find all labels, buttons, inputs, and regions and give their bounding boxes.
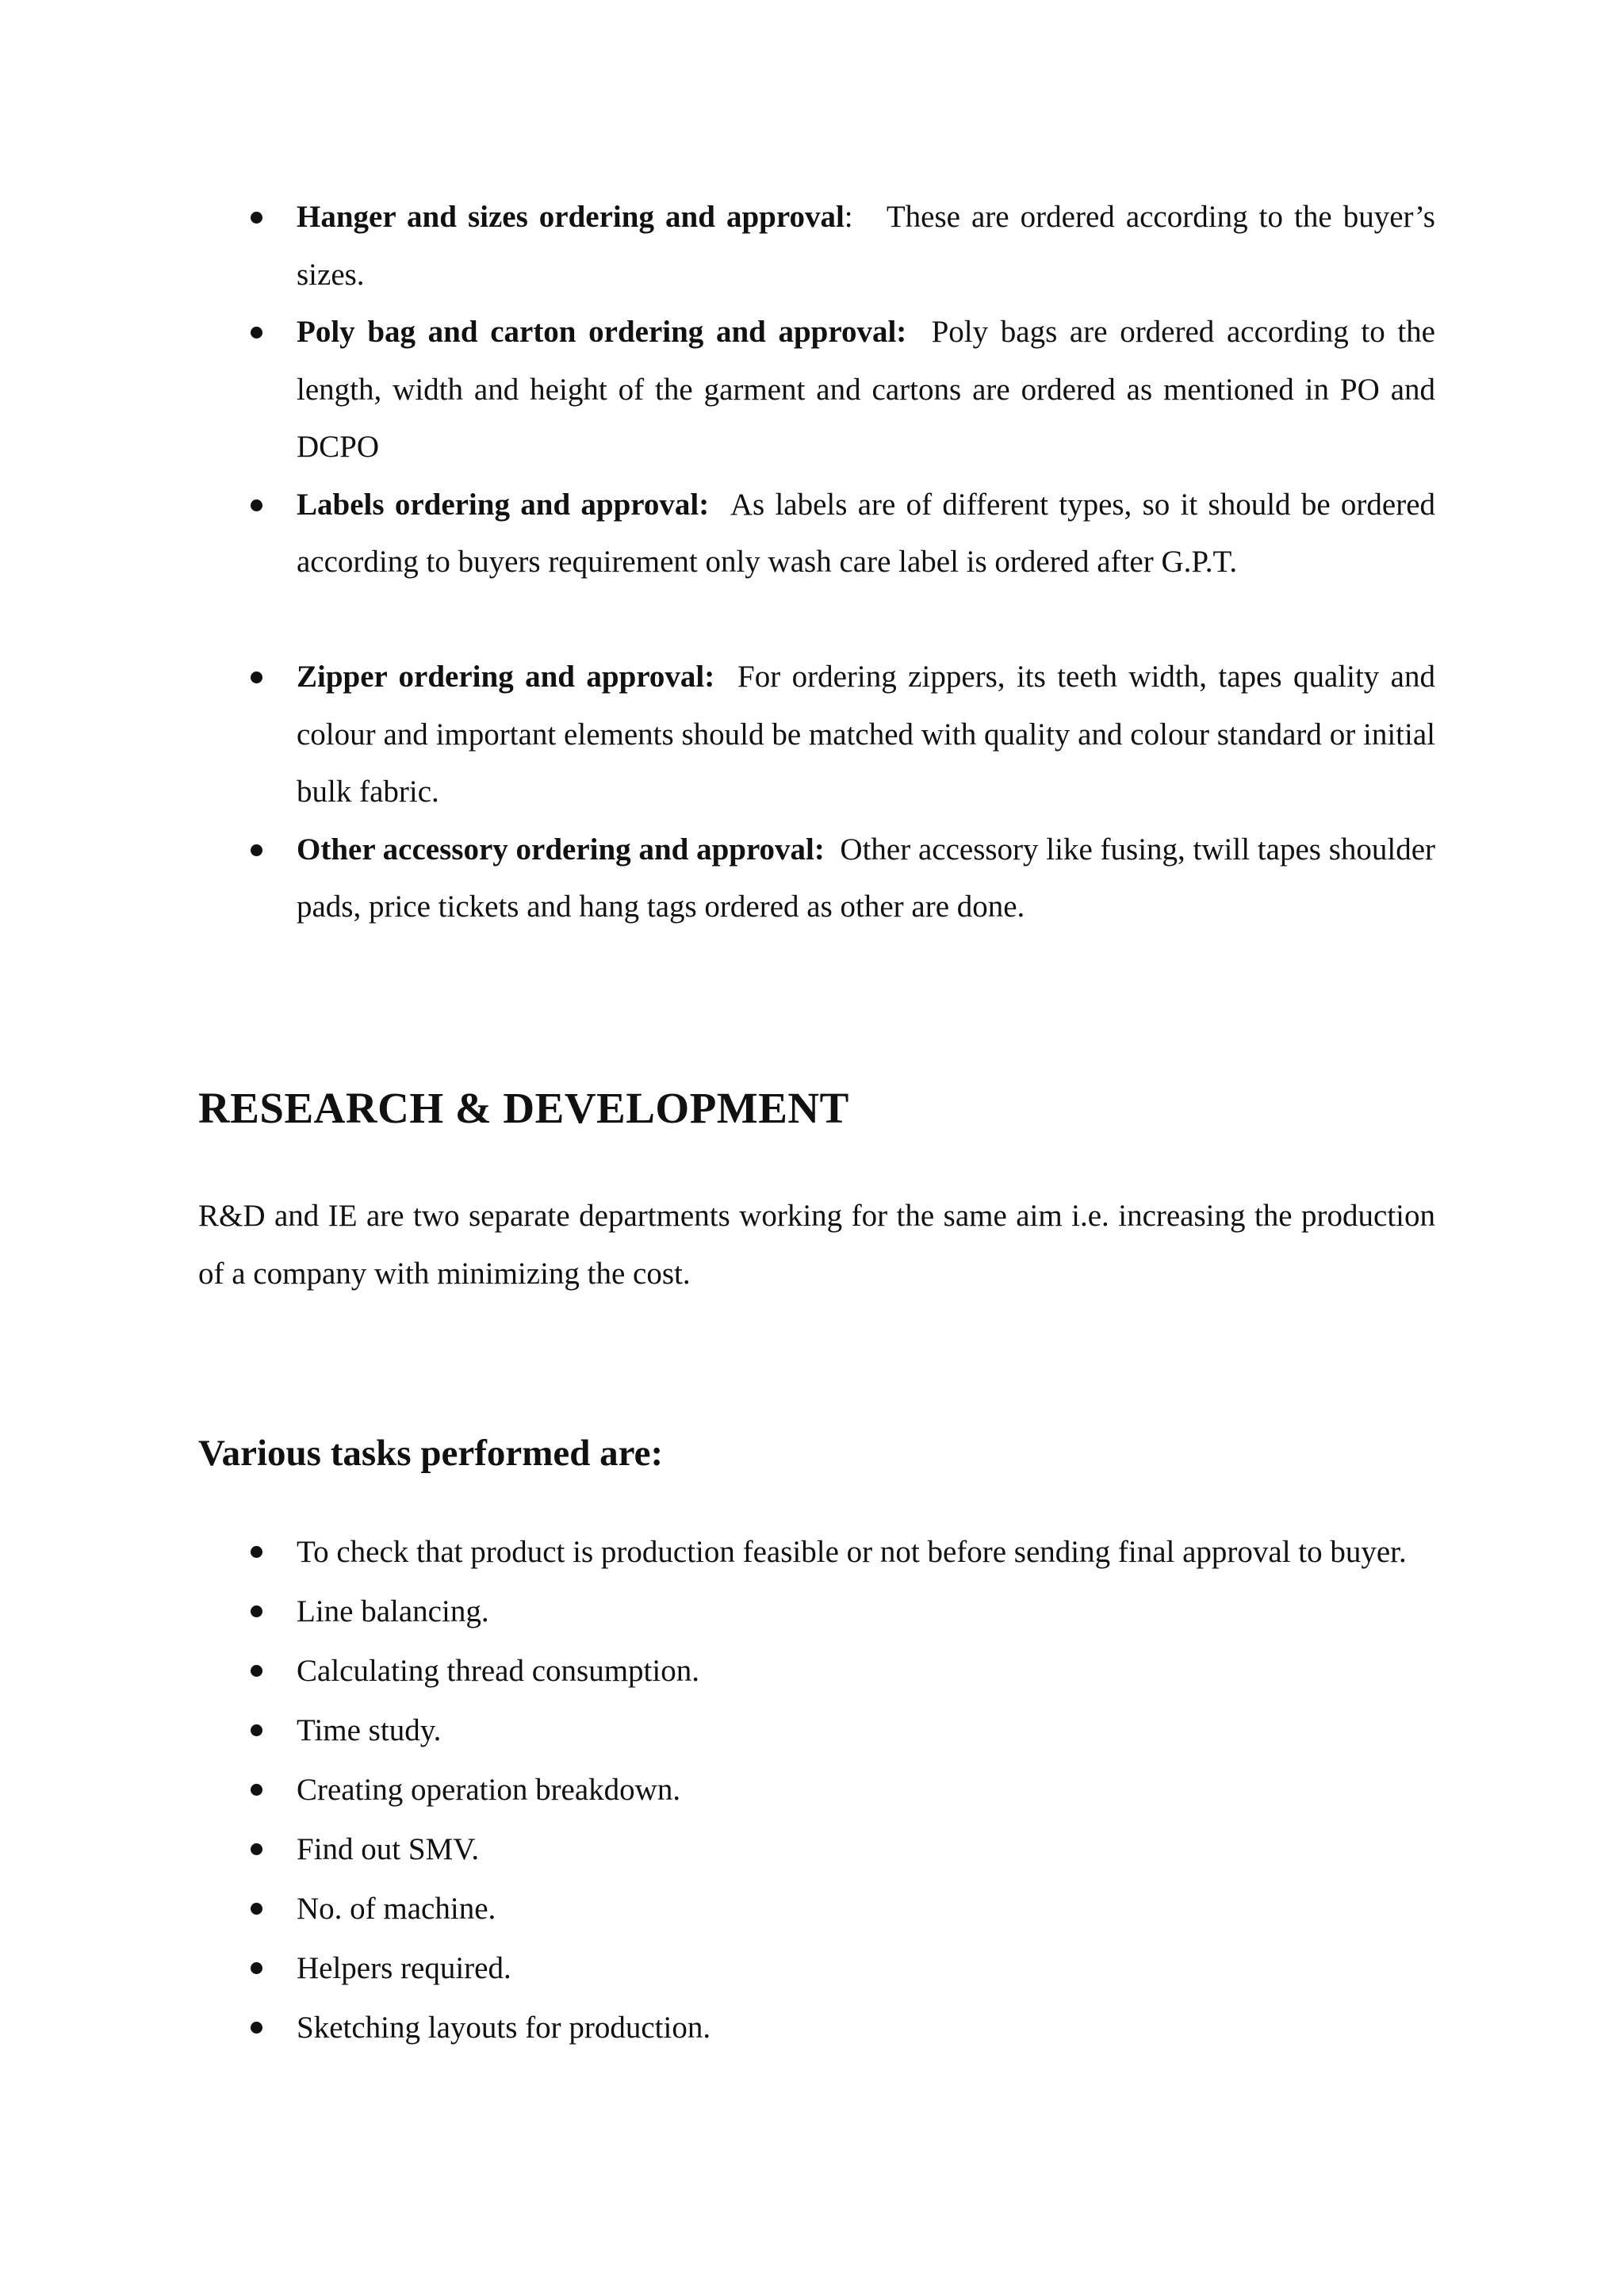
list-item — [198, 304, 1435, 476]
bullet-icon — [251, 1546, 262, 1558]
list-item-text: These are ordered according to the buyer’s sizes. — [297, 200, 1435, 292]
list-item-term: Poly bag and carton ordering and approval: — [297, 315, 907, 349]
bullet-icon — [251, 1665, 262, 1677]
list-item — [198, 1582, 1435, 1640]
list-item-text: Calculating thread consumption. — [297, 1654, 699, 1688]
bullet-icon — [251, 1903, 262, 1915]
bullet-icon — [251, 1843, 262, 1855]
bullet-icon — [251, 499, 262, 511]
list-item — [198, 476, 1435, 591]
tasks-list — [198, 1523, 1435, 2058]
list-item-text: Sketching layouts for production. — [297, 2011, 711, 2045]
list-item-text: To check that product is production feasible or not before sending final approval to buyer. — [297, 1535, 1407, 1569]
list-item — [198, 1523, 1435, 1581]
list-item-term: Zipper ordering and approval: — [297, 660, 715, 694]
list-item-text: Helpers required. — [297, 1951, 511, 1985]
section-heading: RESEARCH & DEVELOPMENT — [198, 1084, 849, 1132]
bullet-icon — [251, 2022, 262, 2034]
list-item — [198, 1939, 1435, 1997]
list-item-text: Other accessory like fusing, twill tapes shoulder pads, price tickets and hang tags ordered as other are done. — [297, 832, 1436, 924]
list-item-separator: : — [844, 200, 853, 234]
bullet-icon — [251, 1605, 262, 1617]
bullet-icon — [251, 672, 262, 683]
list-item-text: For ordering zippers, its teeth width, tapes quality and colour and important elements should be matched with quality and colour standard or initial bulk fabric. — [297, 660, 1435, 809]
list-item — [198, 1999, 1435, 2057]
list-item-term: Other accessory ordering and approval: — [297, 832, 825, 867]
list-item-text: Poly bags are ordered according to the length, width and height of the garment and cartons are ordered as mentioned in PO and DCPO — [297, 315, 1435, 464]
list-item — [198, 1642, 1435, 1700]
accessory-ordering-list — [198, 189, 1435, 936]
list-item — [198, 649, 1435, 821]
list-item — [198, 1761, 1435, 1819]
bullet-icon — [251, 1962, 262, 1974]
bullet-icon — [251, 212, 262, 224]
list-item-text: No. of machine. — [297, 1892, 496, 1926]
list-item — [198, 1820, 1435, 1878]
section-paragraph: R&D and IE are two separate departments working for the same aim i.e. increasing the production of a company with minimizing the cost. — [198, 1199, 1435, 1291]
bullet-icon — [251, 844, 262, 856]
bullet-icon — [251, 1724, 262, 1736]
list-item — [198, 189, 1435, 304]
list-item-term: Labels ordering and approval: — [297, 487, 710, 522]
bullet-icon — [251, 327, 262, 339]
list-item-text: Find out SMV. — [297, 1832, 480, 1866]
list-item-text: Creating operation breakdown. — [297, 1773, 681, 1807]
bullet-icon — [251, 1784, 262, 1796]
list-item-text: Line balancing. — [297, 1594, 489, 1628]
list-item — [198, 1880, 1435, 1938]
list-item-term: Hanger and sizes ordering and approval — [297, 200, 845, 234]
list-item — [198, 1701, 1435, 1759]
list-item — [198, 821, 1435, 936]
list-item-text: Time study. — [297, 1713, 442, 1747]
tasks-subheading: Various tasks performed are: — [198, 1433, 664, 1474]
list-item-text: As labels are of different types, so it should be ordered according to buyers requirement only wash care label is ordered after G.P.T. — [297, 487, 1436, 579]
